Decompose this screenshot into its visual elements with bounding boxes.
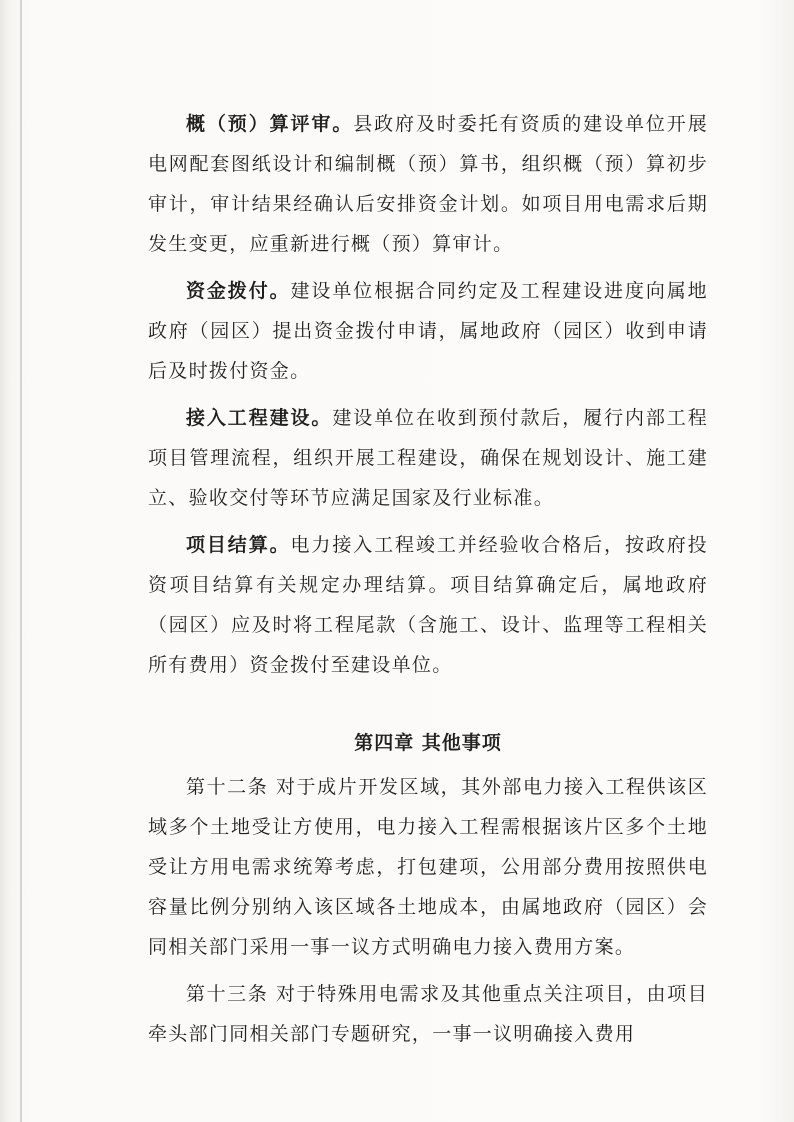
text-fund-allocation: 建设单位根据合同约定及工程建设进度向属地政府（园区）提出资金拨付申请，属地政府（园区）收到申请后及时拨付资金。 xyxy=(148,280,708,382)
text-budget-review: 县政府及时委托有资质的建设单位开展电网配套图纸设计和编制概（预）算书，组织概（预）算初步审计，审计结果经确认后安排资金计划。如项目用电需求后期发生变更，应重新进行概（预）算审计。 xyxy=(148,113,708,255)
article-12: 第十二条 对于成片开发区域，其外部电力接入工程供该区域多个土地受让方使用，电力接入工程需根据该片区多个土地受让方用电需求统筹考虑，打包建项，公用部分费用按照供电容量比例分别纳入该区域各土地成本，由属地政府（园区）会同相关部门采用一事一议方式明确电力接入费用方案。 xyxy=(148,776,708,958)
document-body xyxy=(148,104,708,1054)
binding-edge xyxy=(20,0,22,1122)
heading-fund-allocation: 资金拨付。 xyxy=(186,280,291,302)
paragraph-fund-allocation xyxy=(148,271,708,391)
text-project-settlement: 电力接入工程竣工并经验收合格后，按政府投资项目结算有关规定办理结算。项目结算确定后，属地政府（园区）应及时将工程尾款（含施工、设计、监理等工程相关所有费用）资金拨付至建设单位。 xyxy=(148,534,708,676)
article-13: 第十三条 对于特殊用电需求及其他重点关注项目，由项目牵头部门同相关部门专题研究，一事一议明确接入费用 xyxy=(148,983,708,1045)
text-access-construction: 建设单位在收到预付款后，履行内部工程项目管理流程，组织开展工程建设，确保在规划设计、施工建立、验收交付等环节应满足国家及行业标准。 xyxy=(148,407,708,509)
heading-access-construction: 接入工程建设。 xyxy=(186,407,333,429)
chapter-title: 第四章 其他事项 xyxy=(354,732,502,754)
paragraph-project-settlement xyxy=(148,525,708,685)
heading-budget-review: 概（预）算评审。 xyxy=(186,113,354,135)
paragraph-access-construction xyxy=(148,398,708,518)
heading-project-settlement: 项目结算。 xyxy=(186,534,291,556)
paragraph-budget-review xyxy=(148,104,708,264)
